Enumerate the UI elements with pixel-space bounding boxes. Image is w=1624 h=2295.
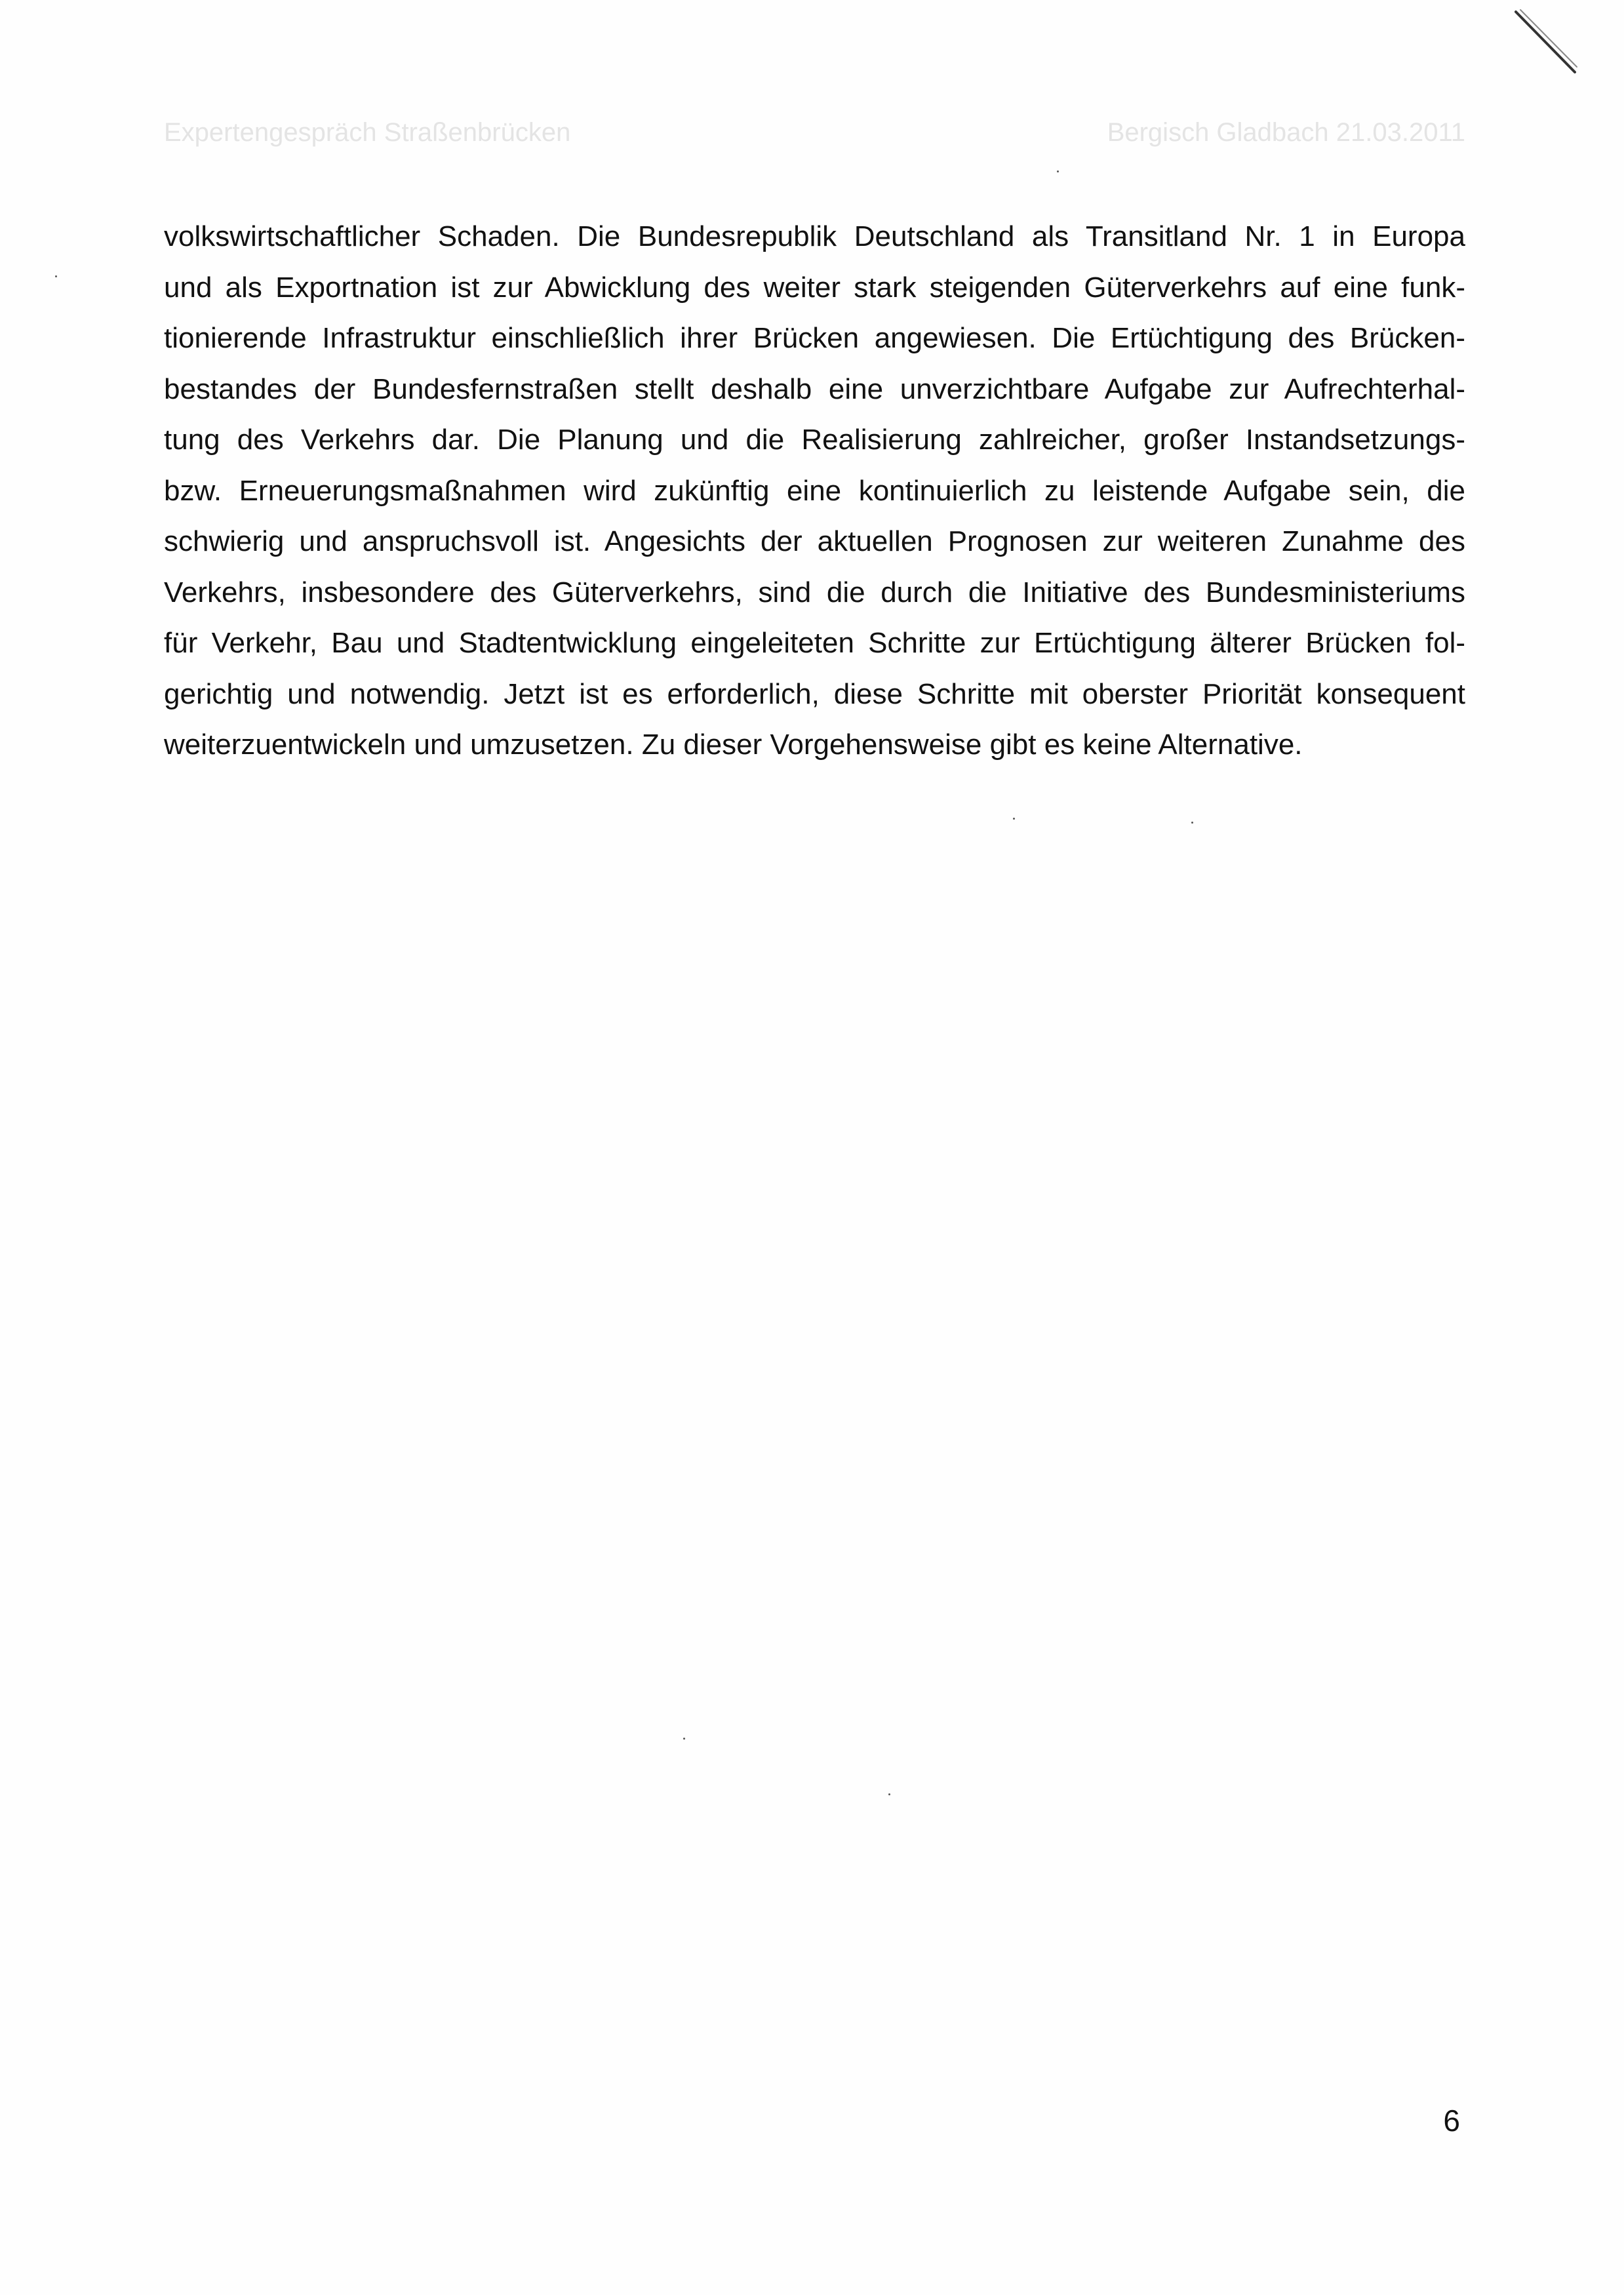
scan-speck: [1057, 170, 1059, 172]
text-line: tung des Verkehrs dar. Die Planung und die Realisierung zahlreicher, großer Instandsetzungs-: [164, 424, 1465, 456]
text-line: gerichtig und notwendig. Jetzt ist es erforderlich, diese Schritte mit oberster Priorität konsequent: [164, 677, 1465, 710]
scan-speck: [1013, 818, 1015, 820]
scan-speck: [683, 1738, 685, 1740]
page-number: 6: [1443, 2104, 1460, 2138]
text-line: und als Exportnation ist zur Abwicklung des weiter stark steigenden Güterverkehrs auf eine funk-: [164, 271, 1465, 304]
body-paragraph: [164, 211, 1465, 770]
header-title: Expertengespräch Straßenbrücken: [164, 118, 571, 147]
text-line: bestandes der Bundesfernstraßen stellt deshalb eine unverzichtbare Aufgabe zur Aufrechterhal-: [164, 372, 1465, 405]
header-date: Bergisch Gladbach 21.03.2011: [1107, 118, 1465, 147]
text-line: weiterzuentwickeln und umzusetzen. Zu dieser Vorgehensweise gibt es keine Alternative.: [164, 728, 1303, 761]
scan-mark-icon: [1506, 7, 1585, 79]
text-line: schwierig und anspruchsvoll ist. Angesichts der aktuellen Prognosen zur weiteren Zunahme des: [164, 525, 1465, 557]
text-line: bzw. Erneuerungsmaßnahmen wird zukünftig eine kontinuierlich zu leistende Aufgabe sein, die: [164, 474, 1465, 507]
page-header: [164, 118, 1465, 157]
scan-speck: [1191, 822, 1193, 824]
scan-speck: [888, 1793, 890, 1795]
text-line: für Verkehr, Bau und Stadtentwicklung eingeleiteten Schritte zur Ertüchtigung älterer Brücken fol-: [164, 627, 1465, 659]
text-line: volkswirtschaftlicher Schaden. Die Bundesrepublik Deutschland als Transitland Nr. 1 in Europa: [164, 220, 1465, 252]
text-line: Verkehrs, insbesondere des Güterverkehrs, sind die durch die Initiative des Bundesministeriums: [164, 576, 1465, 609]
text-line: tionierende Infrastruktur einschließlich ihrer Brücken angewiesen. Die Ertüchtigung des Brücken-: [164, 322, 1465, 354]
scan-speck: [55, 275, 57, 277]
